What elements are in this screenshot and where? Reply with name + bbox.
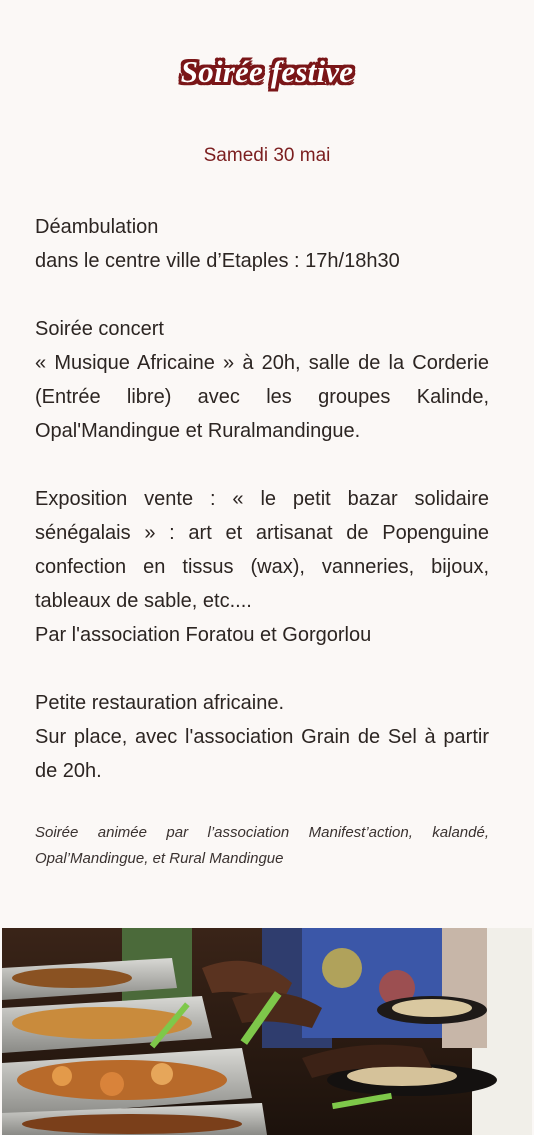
buffet-photo	[2, 928, 532, 1135]
section-exposition	[35, 482, 489, 652]
buffet-illustration	[2, 928, 532, 1135]
section-concert	[35, 312, 489, 448]
event-date: Samedi 30 mai	[203, 145, 331, 166]
section-line: Sur place, avec l'association Grain de Sel à partir de 20h.	[35, 726, 489, 782]
section-line: Soirée concert	[35, 318, 164, 340]
section-line: Déambulation	[35, 216, 159, 238]
section-line: « Musique Africaine » à 20h, salle de la Corderie (Entrée libre) avec les groupes Kalinde, Opal'Mandingue et Ruralmandingue.	[35, 352, 489, 442]
program-content	[35, 210, 489, 822]
section-line: dans le centre ville d’Etaples : 17h/18h30	[35, 250, 400, 272]
title-wrap	[0, 52, 534, 92]
event-credit: Soirée animée par l’association Manifest’action, kalandé, Opal’Mandingue, et Rural Mandingue	[35, 824, 489, 867]
section-line: Petite restauration africaine.	[35, 692, 285, 714]
section-line: Exposition vente : « le petit bazar solidaire sénégalais » : art et artisanat de Popenguine confection en tissus (wax), vanneries, bijoux, tableaux de sable, etc....	[35, 488, 489, 612]
page-title: Soirée festive	[180, 54, 354, 89]
section-restauration	[35, 686, 489, 788]
section-deambulation	[35, 210, 489, 278]
section-line: Par l'association Foratou et Gorgorlou	[35, 624, 372, 646]
